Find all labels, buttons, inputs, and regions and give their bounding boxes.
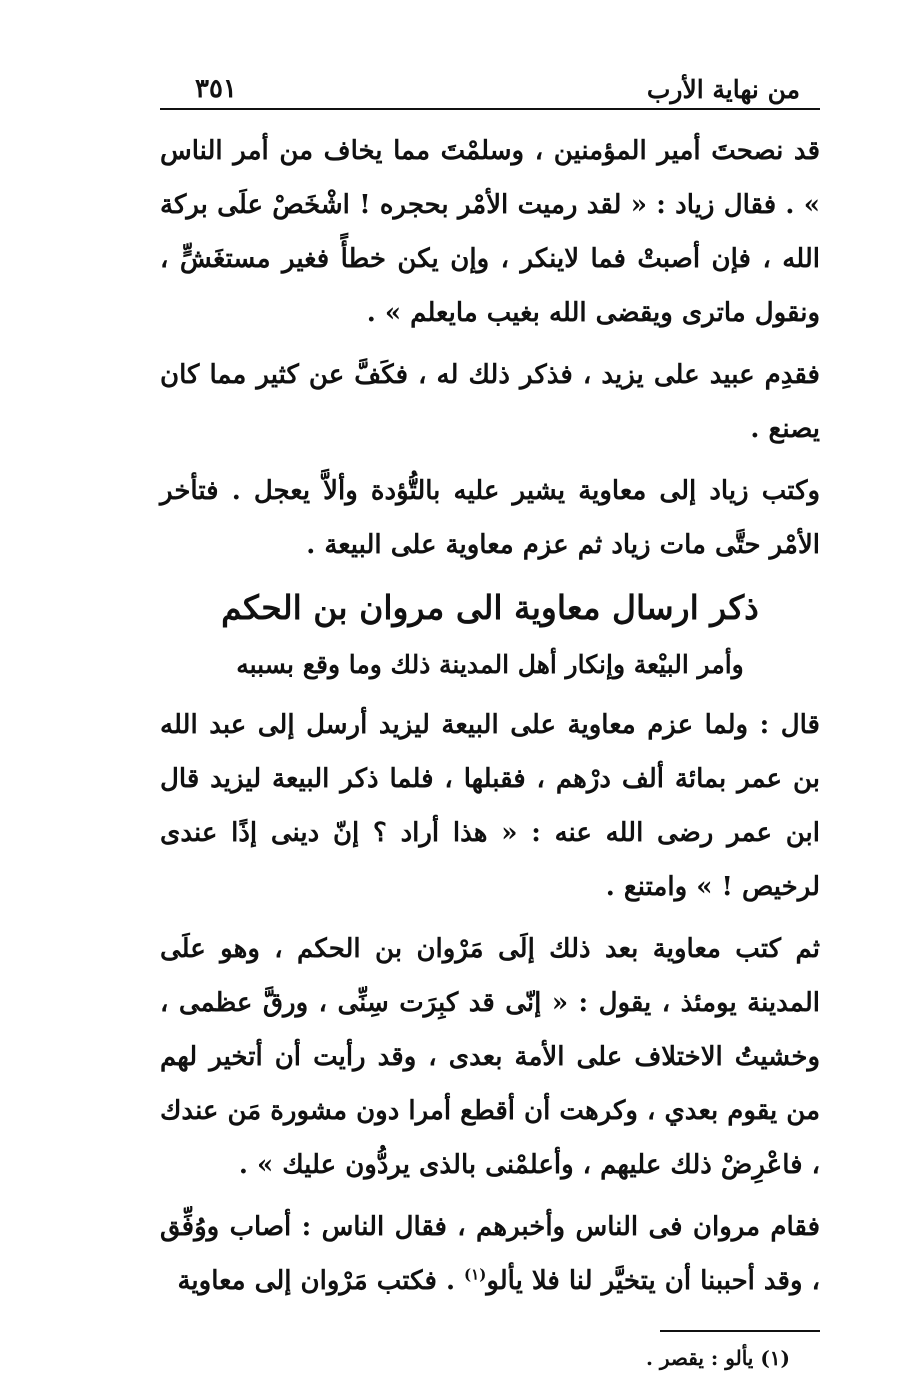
page-number: ٣٥١ [195,74,237,104]
paragraph-6-text-b: . فكتب مَرْوان إلى معاوية [177,1266,465,1296]
paragraph-6 [160,1200,820,1308]
running-header [160,58,820,104]
footnote-rule [660,1330,820,1332]
header-rule [160,108,820,110]
paragraph-3: وكتب زياد إلى معاوية يشير عليه بالتُّؤدة وألاَّ يعجل . فتأخر الأمْر حتَّى مات زياد ثم عزم معاوية على البيعة . [160,476,820,560]
chapter-subtitle: وأمر البيْعة وإنكار أهل المدينة ذلك وما وقع بسببه [236,650,744,679]
paragraph-6-text-a: فقام مروان فى الناس وأخبرهم ، فقال الناس : أصاب ووُفِّق ، وقد أحببنا أن يتخيَّر لنا فلا يألو [160,1212,820,1296]
paragraph-5: ثم كتب معاوية بعد ذلك إلَى مَرْوان بن الحكم ، وهو علَى المدينة يومئذ ، يقول : « إنّى قد كبِرَت سِنِّى ، ورقَّ عظمى ، وخشيتُ الاختلاف على الأمة بعدى ، وقد رأيت أن أتخير لهم من يقوم بعدي ، وكرهت أن أقطع أمرا دون مشورة مَن عندك ، فاعْرِضْ ذلك عليهم ، وأعلمْنى بالذى يردُّون عليك » . [160,934,820,1180]
paragraph-1: قد نصحتَ أمير المؤمنين ، وسلمْتَ مما يخاف من أمر الناس » . فقال زياد : « لقد رميت الأمْر بحجره ! اشْخَصْ علَى بركة الله ، فإن أصبتْ فما لاينكر ، وإن يكن خطأً فغير مستغَشٍّ ، ونقول ماترى ويقضى الله بغيب مايعلم » . [160,136,820,328]
chapter-title: ذكر ارسال معاوية الى مروان بن الحكم [221,588,759,627]
paragraph-2: فقدِم عبيد على يزيد ، فذكر ذلك له ، فكَفَّ عن كثير مما كان يصنع . [160,360,820,444]
footnote-reference[interactable]: (١) [464,1265,487,1284]
running-title: من نهاية الأرب [646,75,800,104]
paragraph-4: قال : ولما عزم معاوية على البيعة ليزيد أرسل إلى عبد الله بن عمر بمائة ألف درْهم ، فقبلها ، فلما ذكر البيعة ليزيد قال ابن عمر رضى الله عنه : « هذا أراد ؟ إنّ دينى إذًا عندى لرخيص ! » وامتنع . [160,710,820,902]
footnote: (١) يألو : يقصر . [645,1346,790,1370]
book-page [160,58,820,1378]
